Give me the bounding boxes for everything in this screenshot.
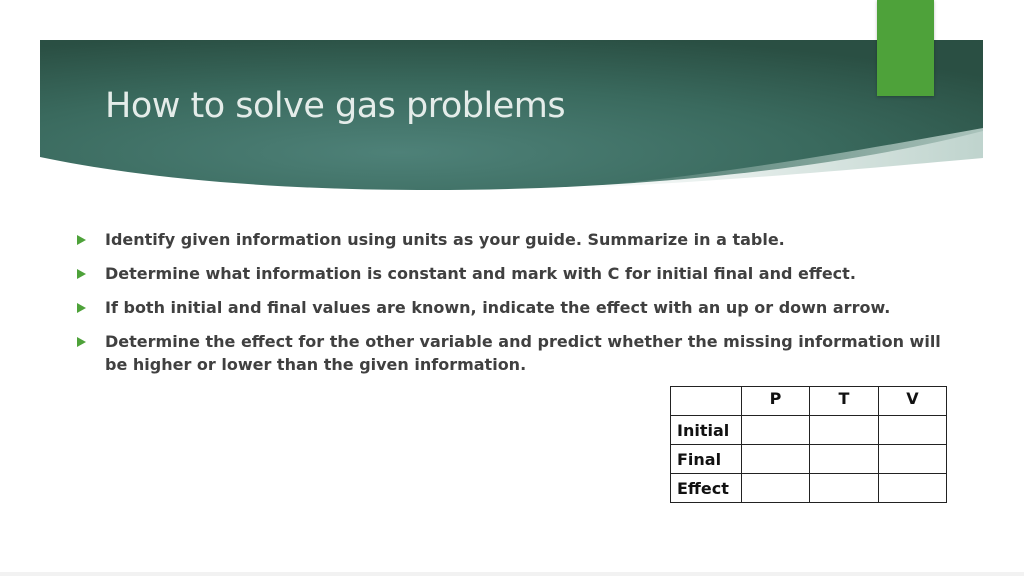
- table-row-label: Final: [671, 445, 742, 474]
- table-cell: [742, 416, 810, 445]
- table-cell: [879, 474, 947, 503]
- table-cell: [742, 445, 810, 474]
- bullet-text: Determine what information is constant and mark with C for initial final and effect.: [105, 264, 856, 283]
- bullet-item: [74, 228, 944, 251]
- table-header-cell: T: [810, 387, 879, 416]
- bullet-item: [74, 296, 944, 319]
- table-cell: [879, 445, 947, 474]
- table-header-cell: [671, 387, 742, 416]
- table-row: [671, 416, 947, 445]
- bullet-list: [74, 228, 944, 387]
- table-cell: [810, 474, 879, 503]
- table-row-label: Initial: [671, 416, 742, 445]
- table-row-label: Effect: [671, 474, 742, 503]
- bullet-text: Identify given information using units as your guide. Summarize in a table.: [105, 230, 785, 249]
- table-cell: [810, 445, 879, 474]
- table-header-cell: P: [742, 387, 810, 416]
- table-cell: [810, 416, 879, 445]
- bullet-item: [74, 330, 944, 376]
- table-header-cell: V: [879, 387, 947, 416]
- bullet-text: If both initial and final values are known, indicate the effect with an up or down arrow.: [105, 298, 891, 317]
- triangle-bullet-icon: [77, 269, 86, 279]
- triangle-bullet-icon: [77, 303, 86, 313]
- triangle-bullet-icon: [77, 235, 86, 245]
- bullet-text: Determine the effect for the other variable and predict whether the missing information will be higher or lower than the given information.: [105, 332, 941, 374]
- table-row: [671, 445, 947, 474]
- slide-title: How to solve gas problems: [105, 86, 566, 126]
- table-cell: [879, 416, 947, 445]
- table-header-row: [671, 387, 947, 416]
- table-cell: [742, 474, 810, 503]
- bullet-item: [74, 262, 944, 285]
- accent-tab: [877, 0, 934, 96]
- gas-summary-table: [670, 386, 947, 503]
- bottom-strip: [0, 572, 1024, 576]
- table-row: [671, 474, 947, 503]
- triangle-bullet-icon: [77, 337, 86, 347]
